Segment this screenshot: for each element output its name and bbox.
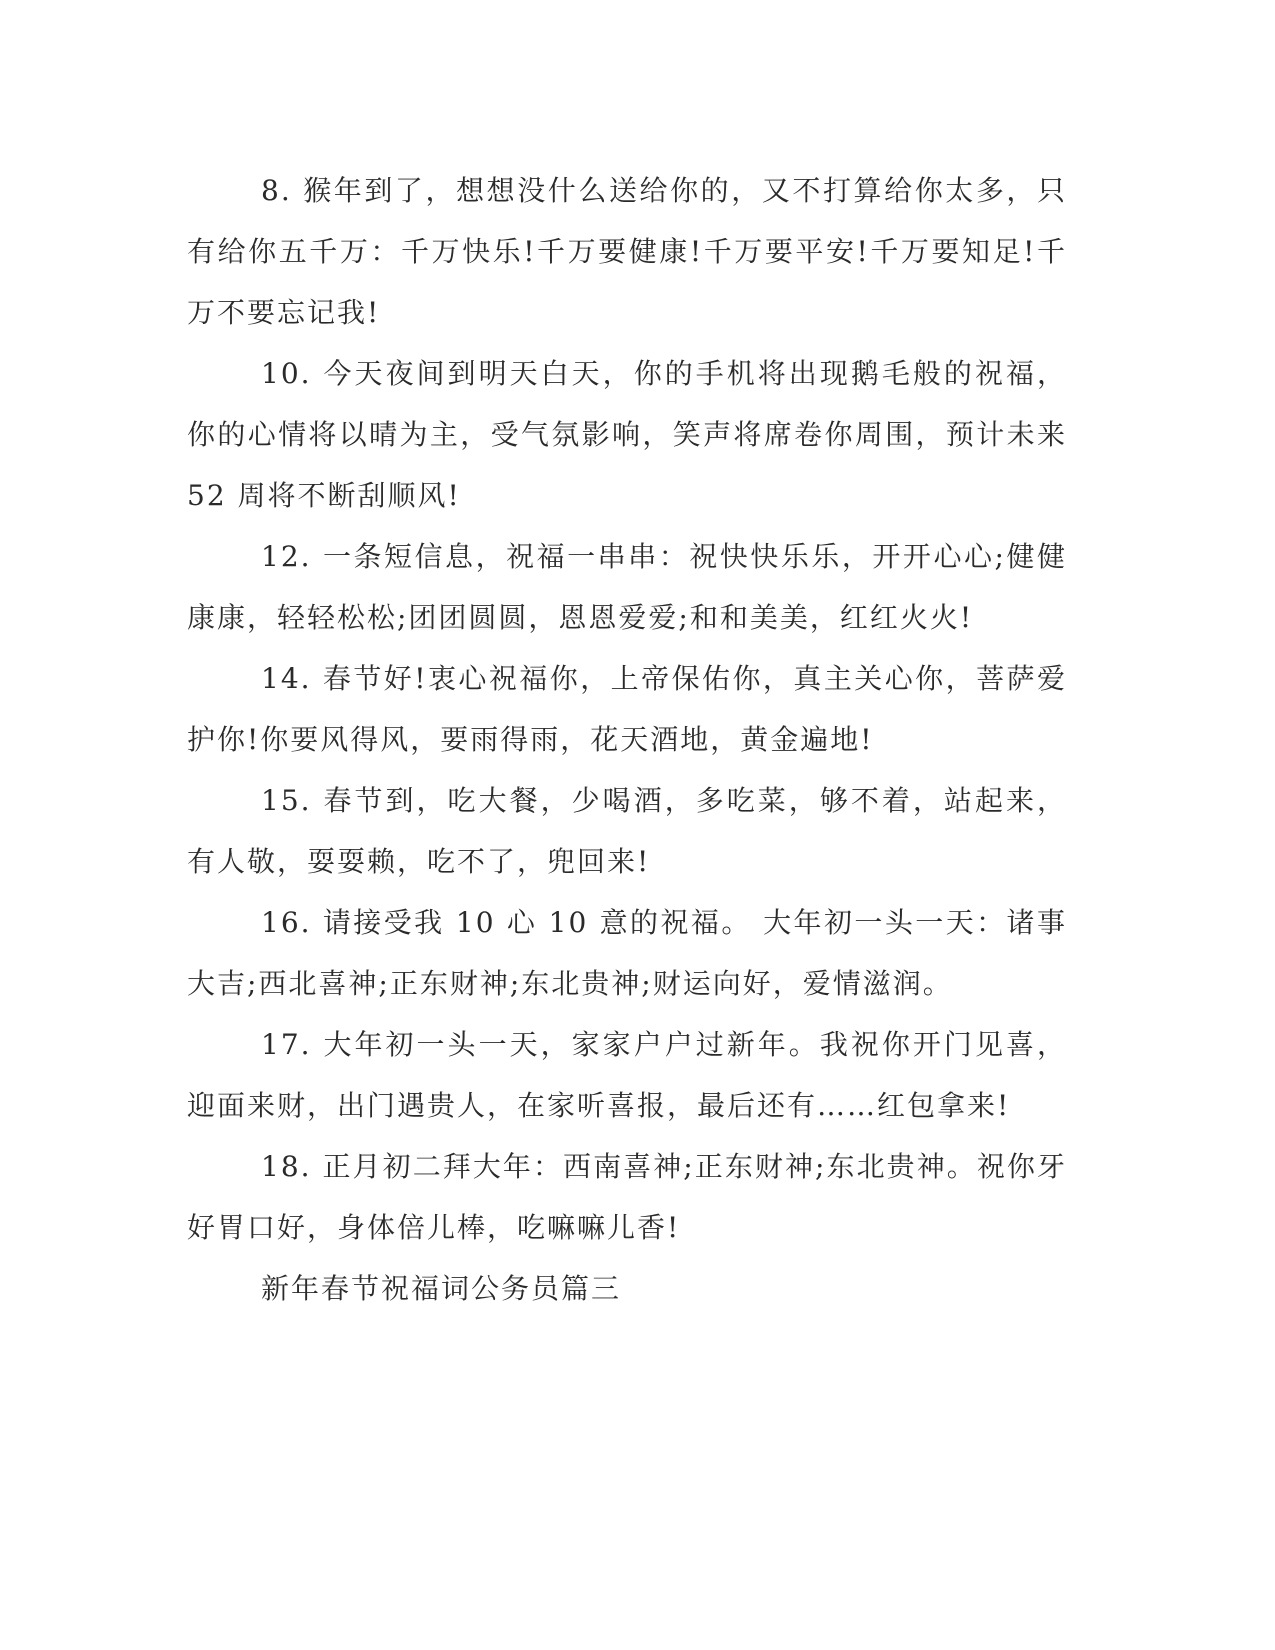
greeting-paragraph-10: 10. 今天夜间到明天白天，你的手机将出现鹅毛般的祝福，你的心情将以晴为主，受气氛影响，笑声将席卷你周围，预计未来 52 周将不断刮顺风!: [187, 357, 1067, 512]
greeting-paragraph-8: 8. 猴年到了，想想没什么送给你的，又不打算给你太多，只有给你五千万：千万快乐!千万要健康!千万要平安!千万要知足!千万不要忘记我!: [187, 174, 1067, 329]
greeting-paragraph-12: 12. 一条短信息，祝福一串串：祝快快乐乐，开开心心;健健康康，轻轻松松;团团圆圆，恩恩爱爱;和和美美，红红火火!: [187, 540, 1067, 634]
greeting-paragraph-15: 15. 春节到，吃大餐，少喝酒，多吃菜，够不着，站起来，有人敬，耍耍赖，吃不了，兜回来!: [187, 784, 1067, 878]
greeting-paragraph-17: 17. 大年初一头一天，家家户户过新年。我祝你开门见喜，迎面来财，出门遇贵人，在家听喜报，最后还有……红包拿来!: [187, 1028, 1067, 1122]
section-heading: 新年春节祝福词公务员篇三: [261, 1272, 622, 1305]
greeting-paragraph-18: 18. 正月初二拜大年：西南喜神;正东财神;东北贵神。祝你牙好胃口好，身体倍儿棒，吃嘛嘛儿香!: [187, 1150, 1067, 1244]
document-body: [187, 160, 1067, 1319]
greeting-paragraph-16: 16. 请接受我 10 心 10 意的祝福。 大年初一头一天：诸事大吉;西北喜神;正东财神;东北贵神;财运向好，爱情滋润。: [187, 906, 1067, 1000]
greeting-paragraph-14: 14. 春节好!衷心祝福你，上帝保佑你，真主关心你，菩萨爱护你!你要风得风，要雨得雨，花天酒地，黄金遍地!: [187, 662, 1067, 756]
